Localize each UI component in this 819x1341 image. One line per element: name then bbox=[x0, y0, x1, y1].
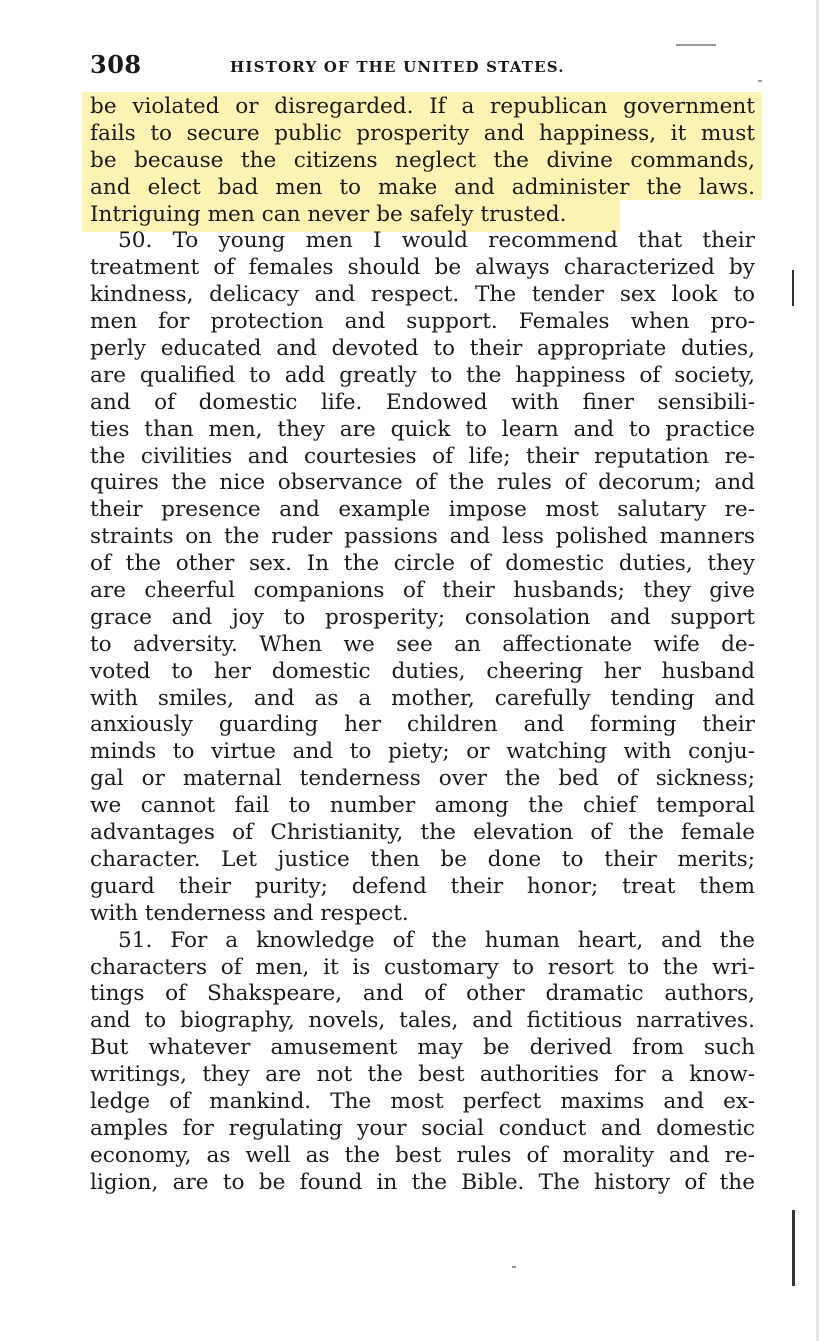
margin-line-mark bbox=[792, 1210, 795, 1286]
text-line: tings of Shakspeare, and of other dramatic authors, bbox=[90, 981, 755, 1007]
text-line: writings, they are not the best authorities for a know- bbox=[90, 1062, 755, 1088]
text-line: quires the nice observance of the rules of decorum; and bbox=[90, 470, 755, 496]
text-line: and to biography, novels, tales, and fictitious narratives. bbox=[90, 1008, 755, 1034]
body-text bbox=[90, 94, 755, 1197]
text-line: economy, as well as the best rules of morality and re- bbox=[90, 1142, 755, 1168]
scan-speck bbox=[512, 1266, 516, 1268]
text-line: characters of men, it is customary to resort to the wri- bbox=[90, 954, 755, 980]
paragraph-start-51: 51. For a knowledge of the human heart, and the bbox=[118, 927, 755, 953]
text-line: amples for regulating your social conduct and domestic bbox=[90, 1115, 755, 1141]
text-line: the civilities and courtesies of life; their reputation re- bbox=[90, 443, 755, 469]
text-line: their presence and example impose most salutary re- bbox=[90, 497, 755, 523]
text-line: advantages of Christianity, the elevation of the female bbox=[90, 820, 755, 846]
text-line: fails to secure public prosperity and happiness, it must bbox=[90, 120, 755, 146]
text-line: straints on the ruder passions and less polished manners bbox=[90, 524, 755, 550]
text-line: Intriguing men can never be safely trusted. bbox=[90, 201, 567, 227]
text-line: But whatever amusement may be derived from such bbox=[90, 1035, 755, 1061]
paragraph-start-50: 50. To young men I would recommend that their bbox=[118, 228, 755, 254]
margin-line-mark bbox=[792, 270, 794, 306]
text-line: are cheerful companions of their husbands; they give bbox=[90, 578, 755, 604]
text-line: character. Let justice then be done to their merits; bbox=[90, 846, 755, 872]
text-line: guard their purity; defend their honor; treat them bbox=[90, 873, 755, 899]
text-line: minds to virtue and to piety; or watching with conju- bbox=[90, 739, 755, 765]
text-line: ligion, are to be found in the Bible. The history of the bbox=[90, 1169, 755, 1195]
running-head: HISTORY OF THE UNITED STATES. bbox=[230, 58, 565, 76]
text-line: perly educated and devoted to their appropriate duties, bbox=[90, 336, 755, 362]
text-line: be because the citizens neglect the divine commands, bbox=[90, 147, 755, 173]
text-line: anxiously guarding her children and forming their bbox=[90, 712, 755, 738]
text-line: voted to her domestic duties, cheering her husband bbox=[90, 658, 755, 684]
text-line: kindness, delicacy and respect. The tender sex look to bbox=[90, 282, 755, 308]
text-line: ties than men, they are quick to learn and to practice bbox=[90, 416, 755, 442]
scan-speck bbox=[758, 80, 762, 82]
text-line: to adversity. When we see an affectionate wife de- bbox=[90, 631, 755, 657]
page-header bbox=[90, 50, 730, 84]
text-line: with tenderness and respect. bbox=[90, 900, 409, 926]
text-line: of the other sex. In the circle of domestic duties, they bbox=[90, 551, 755, 577]
scan-artifact bbox=[676, 44, 716, 46]
text-line: men for protection and support. Females when pro- bbox=[90, 309, 755, 335]
page-number: 308 bbox=[90, 50, 142, 79]
text-line: and of domestic life. Endowed with finer sensibili- bbox=[90, 389, 755, 415]
text-line: ledge of mankind. The most perfect maxims and ex- bbox=[90, 1088, 755, 1114]
text-line: we cannot fail to number among the chief temporal bbox=[90, 793, 755, 819]
text-line: are qualified to add greatly to the happiness of society, bbox=[90, 362, 755, 388]
text-line: be violated or disregarded. If a republican government bbox=[90, 94, 755, 119]
text-line: grace and joy to prosperity; consolation and support bbox=[90, 604, 755, 630]
text-line: with smiles, and as a mother, carefully tending and bbox=[90, 685, 755, 711]
text-line: treatment of females should be always characterized by bbox=[90, 255, 755, 281]
text-line: and elect bad men to make and administer the laws. bbox=[90, 174, 755, 200]
text-line: gal or maternal tenderness over the bed of sickness; bbox=[90, 766, 755, 792]
